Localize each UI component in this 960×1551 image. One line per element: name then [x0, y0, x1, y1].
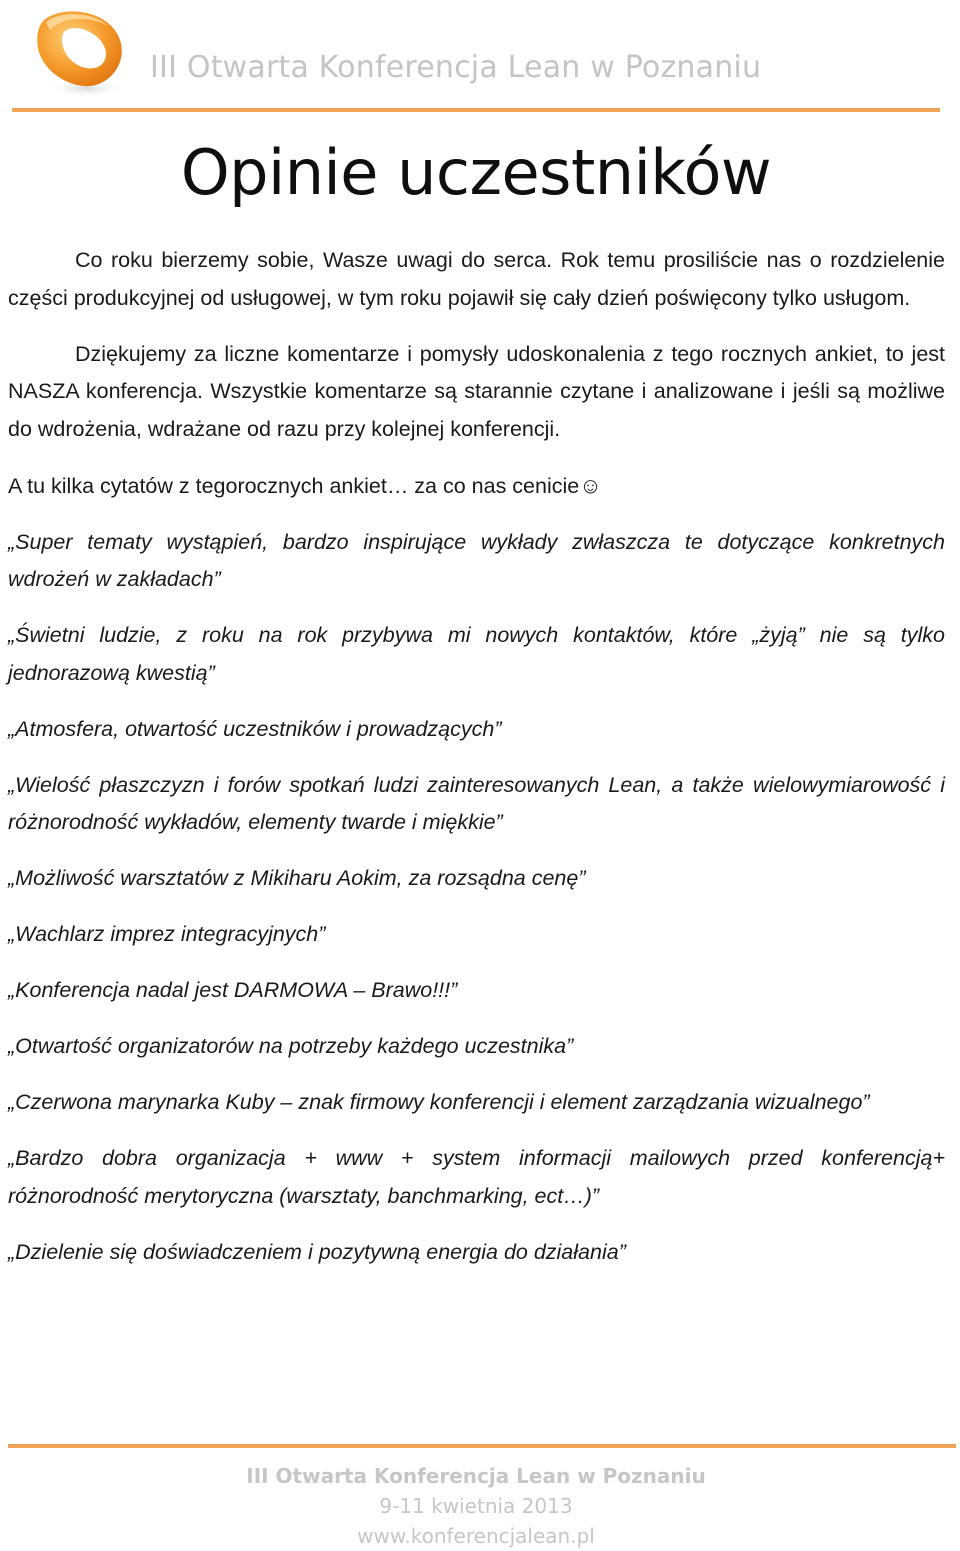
footer: [0, 1461, 952, 1551]
header-divider: [12, 108, 940, 112]
quote-item: „Konferencja nadal jest DARMOWA – Brawo!!!”: [8, 978, 458, 1002]
quote-item: „Bardzo dobra organizacja + www + system informacji mailowych przed konferencją+ różnorodność merytoryczna (warsztaty, banchmarking, ect…)”: [8, 1146, 945, 1208]
footer-date: 9-11 kwietnia 2013: [379, 1494, 573, 1518]
footer-website-link[interactable]: www.konferencjalean.pl: [357, 1524, 595, 1548]
document-body: [8, 242, 945, 1290]
quotes-intro: [8, 467, 945, 506]
quote-item: „Wielość płaszczyzn i forów spotkań ludzi zainteresowanych Lean, a także wielowymiarowość i różnorodność wykładów, elementy twarde i miękkie”: [8, 772, 945, 834]
page-title: Opinie uczestników: [180, 136, 772, 209]
quotes-intro-text: A tu kilka cytatów z tegorocznych ankiet… za co nas cenicie: [8, 473, 580, 498]
intro-paragraph: Dziękujemy za liczne komentarze i pomysły udoskonalenia z tego rocznych ankiet, to jest NASZA konferencja. Wszystkie komentarze są starannie czytane i analizowane i jeśli są możliwe do wdrożenia, wdrażane od razu przy kolejnej konferencji.: [8, 341, 945, 441]
quote-item: „Czerwona marynarka Kuby – znak firmowy konferencji i element zarządzania wizualnego”: [8, 1090, 870, 1114]
footer-divider: [8, 1444, 956, 1448]
quote-item: „Atmosfera, otwartość uczestników i prowadzących”: [8, 716, 502, 741]
quote-item: „Świetni ludzie, z roku na rok przybywa mi nowych kontaktów, które „żyją” nie są tylko jednorazową kwestią”: [8, 623, 945, 685]
smiley-icon: ☺: [579, 472, 602, 498]
quote-item: „Wachlarz imprez integracyjnych”: [8, 922, 326, 946]
quote-item: „Super tematy wystąpień, bardzo inspirujące wykłady zwłaszcza te dotyczące konkretnych wdrożeń w zakładach”: [8, 529, 945, 591]
quote-item: „Otwartość organizatorów na potrzeby każdego uczestnika”: [8, 1034, 574, 1058]
orange-ring-logo-icon: [24, 2, 134, 104]
quote-item: „Dzielenie się doświadczeniem i pozytywną energia do działania”: [8, 1239, 626, 1264]
quote-item: „Możliwość warsztatów z Mikiharu Aokim, za rozsądna cenę”: [8, 866, 586, 890]
footer-title: III Otwarta Konferencja Lean w Poznaniu: [246, 1464, 706, 1488]
header-title: III Otwarta Konferencja Lean w Poznaniu: [150, 50, 762, 85]
intro-paragraph: Co roku bierzemy sobie, Wasze uwagi do serca. Rok temu prosiliście nas o rozdzielenie części produkcyjnej od usługowej, w tym roku pojawił się cały dzień poświęcony tylko usługom.: [8, 248, 945, 310]
